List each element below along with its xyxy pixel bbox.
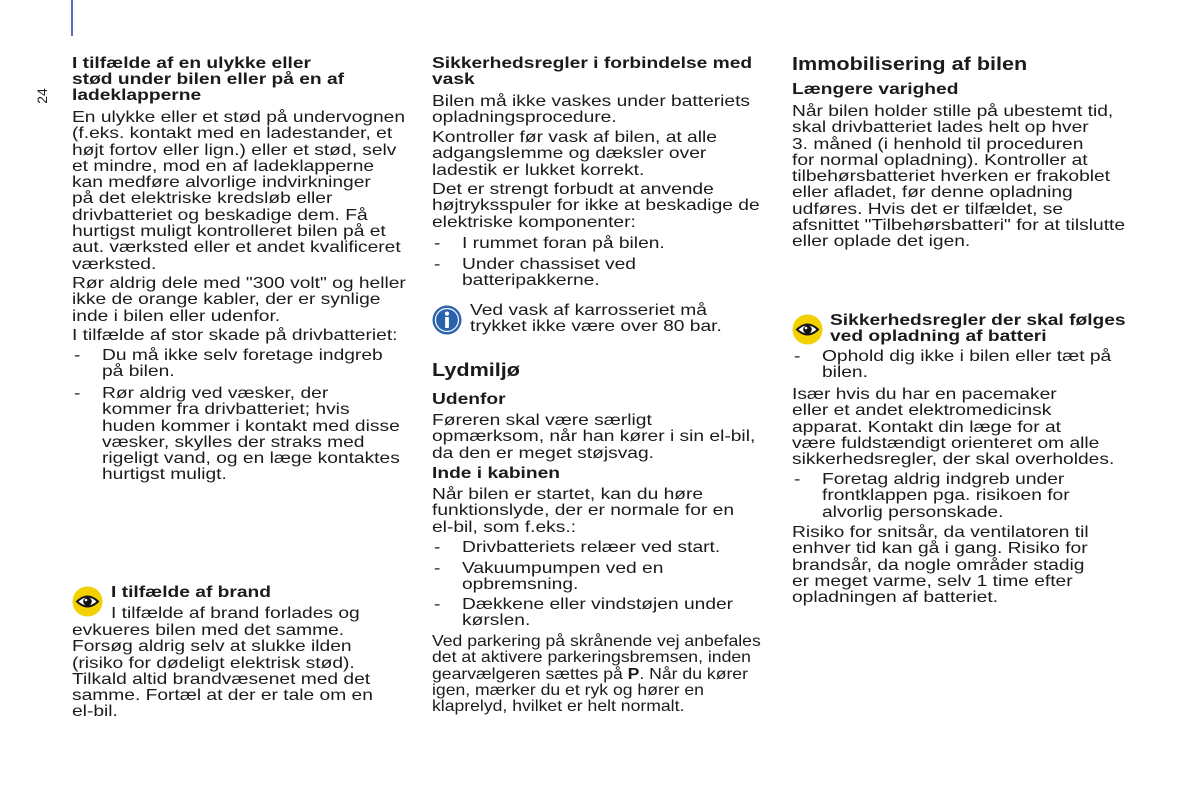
charging-safety-title: Sikkerhedsregler der skal følges ved opladning af batteri <box>830 312 1126 345</box>
margin-line <box>71 0 73 36</box>
list-item: Rør aldrig ved væsker, der kommer fra drivbatteriet; hvis huden kommer i kontakt med disse væsker, skylles der straks med rigeligt vand, og en læge kontaktes hurtigst muligt. <box>102 385 400 484</box>
page-number: 24 <box>34 88 50 104</box>
eye-icon <box>72 586 103 617</box>
washing-paragraph-1: Bilen må ikke vaskes under batteriets opladningsprocedure. <box>432 93 751 127</box>
sound-cabin-text: Når bilen er startet, kan du høre funktionslyde, der er normale for en el-bil, som f.eks.: <box>432 486 735 536</box>
fire-text-first-line: I tilfælde af brand forlades og <box>111 605 360 622</box>
sound-title: Lydmiljø <box>432 360 521 380</box>
accident-paragraph-2: Rør aldrig dele med "300 volt" og heller ikke de orange kabler, der er synlige inde i bilen eller udenfor. <box>72 275 406 325</box>
parking-note <box>432 634 761 715</box>
list-marker: - <box>74 347 81 364</box>
list-marker: - <box>794 348 801 365</box>
sound-outside-title: Udenfor <box>432 391 506 408</box>
list-item: Vakuumpumpen ved en opbremsning. <box>462 560 664 594</box>
charging-paragraph-2: Risiko for snitsår, da ventilatoren til enhver tid kan gå i gang. Risiko for brandsår, da nogle områder stadig er meget varme, selv 1 time efter opladningen af batteriet. <box>792 524 1089 607</box>
list-marker: - <box>434 235 441 252</box>
list-marker: - <box>434 596 441 613</box>
washing-paragraph-2: Kontroller før vask af bilen, at alle adgangslemme og dæksler over ladestik er lukket korrekt. <box>432 129 717 179</box>
long-duration-text: Når bilen holder stille på ubestemt tid, skal drivbatteriet lades helt op hver 3. måned (i henhold til proceduren for normal opladning). Kontroller at tilbehørsbatteriet hverken er frakoblet eller afladet, før denne opladning udføres. Hvis det er tilfældet, se afsnittet "Tilbehørsbatteri" for at tilslutte eller oplade det igen. <box>792 103 1126 251</box>
list-item: Ophold dig ikke i bilen eller tæt på bilen. <box>822 348 1112 382</box>
list-item: Drivbatteriets relæer ved start. <box>462 539 721 556</box>
list-item: Dækkene eller vindstøjen under kørslen. <box>462 596 734 630</box>
list-marker: - <box>434 560 441 577</box>
list-marker: - <box>74 385 81 402</box>
parking-note-text: Ved parkering på skrånende vej anbefales det at aktivere parkeringsbremsen, inden gearvælgeren sættes på <box>432 633 761 683</box>
fire-title: I tilfælde af brand <box>111 584 272 601</box>
long-duration-title: Længere varighed <box>792 81 959 98</box>
list-item: Foretag aldrig indgreb under frontklappen pga. risikoen for alvorlig personskade. <box>822 471 1070 521</box>
charging-paragraph-1: Især hvis du har en pacemaker eller et andet elektromedicinsk apparat. Kontakt din læge for at være fuldstændigt orienteret om alle sikkerhedsregler, der skal overholdes. <box>792 386 1115 469</box>
washing-title: Sikkerhedsregler i forbindelse med vask <box>432 55 753 88</box>
washing-info-text: Ved vask af karrosseriet må trykket ikke være over 80 bar. <box>470 302 722 336</box>
accident-title: I tilfælde af en ulykke eller stød under bilen eller på en af ladeklapperne <box>72 55 345 104</box>
list-item: Under chassiset ved batteripakkerne. <box>462 256 636 290</box>
list-marker: - <box>434 539 441 556</box>
list-marker: - <box>794 471 801 488</box>
accident-paragraph-1: En ulykke eller et stød på undervognen (f.eks. kontakt med en ladestander, et højt fortov eller lign.) eller et stød, selv et mindre, mod en af ladeklapperne kan medføre alvorlige indvirkninger på det elektriske kredsløb eller drivbatteriet og beskadige dem. Få hurtigst muligt kontrolleret bilen på et aut. værksted eller et andet kvalificeret værksted. <box>72 109 405 273</box>
sound-outside-text: Føreren skal være særligt opmærksom, når han kører i sin el-bil, da den er meget støjsvag. <box>432 412 756 462</box>
list-item: Du må ikke selv foretage indgreb på bilen. <box>102 347 383 381</box>
gear-position-p: P <box>627 665 640 683</box>
list-marker: - <box>434 256 441 273</box>
immobilisation-title: Immobilisering af bilen <box>792 54 1028 74</box>
washing-paragraph-3: Det er strengt forbudt at anvende højtryksspuler for ikke at beskadige de elektriske komponenter: <box>432 181 760 231</box>
sound-cabin-title: Inde i kabinen <box>432 465 561 482</box>
fire-text: evkueres bilen med det samme. Forsøg aldrig selv at slukke ilden (risiko for dødeligt elektrisk stød). Tilkald altid brandvæsenet med det samme. Fortæl at der er tale om en el-bil. <box>72 622 373 721</box>
list-item: I rummet foran på bilen. <box>462 235 665 252</box>
damage-intro: I tilfælde af stor skade på drivbatteriet: <box>72 327 398 344</box>
info-icon <box>432 305 462 335</box>
eye-icon <box>792 314 823 345</box>
parking-note-text: . Når du kører igen, mærker du et ryk og hører en klaprelyd, hvilket er helt normalt. <box>432 665 748 716</box>
